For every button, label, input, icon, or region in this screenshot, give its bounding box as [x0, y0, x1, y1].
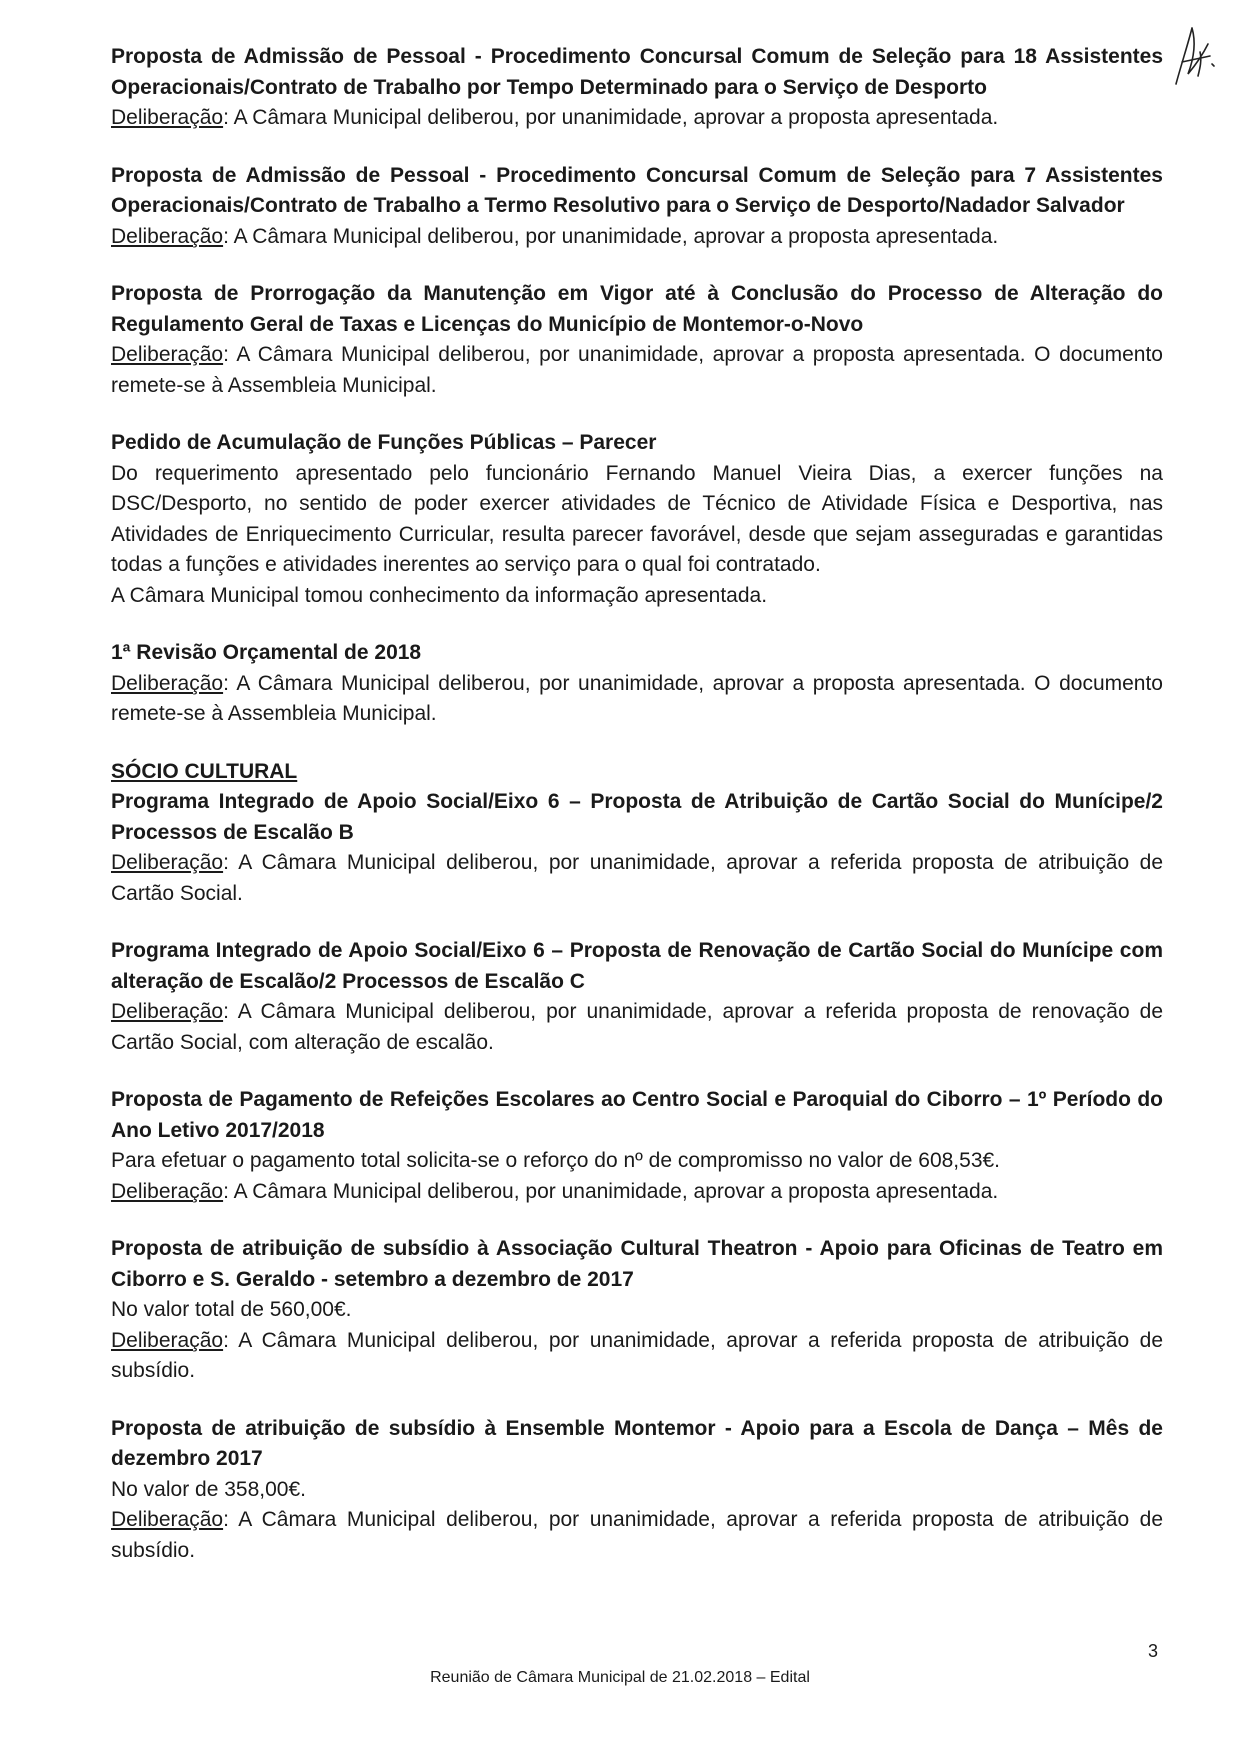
deliberation	[111, 222, 1163, 253]
deliberation-text: : A Câmara Municipal deliberou, por unanimidade, aprovar a proposta apresentada.	[223, 224, 999, 248]
item-body: No valor de 358,00€.	[111, 1477, 306, 1501]
document-body	[111, 42, 1163, 1593]
deliberation-text: : A Câmara Municipal deliberou, por unanimidade, aprovar a referida proposta de renovação de Cartão Social, com alteração de escalão.	[111, 1000, 1163, 1054]
item-title: Proposta de atribuição de subsídio à Associação Cultural Theatron - Apoio para Oficinas de Teatro em Ciborro e S. Geraldo - setembro a dezembro de 2017	[111, 1237, 1163, 1291]
deliberation	[111, 340, 1163, 401]
deliberation	[111, 1177, 1163, 1208]
deliberation-text: : A Câmara Municipal deliberou, por unanimidade, aprovar a proposta apresentada.	[223, 106, 999, 129]
deliberation-label: Deliberação	[111, 1179, 224, 1203]
deliberation-label: Deliberação	[111, 106, 224, 129]
deliberation-label: Deliberação	[111, 1000, 224, 1023]
agenda-item	[111, 757, 1163, 910]
item-title: Proposta de Pagamento de Refeições Escolares ao Centro Social e Paroquial do Ciborro – 1º Período do Ano Letivo 2017/2018	[111, 1088, 1163, 1142]
deliberation	[111, 848, 1163, 909]
deliberation-text: : A Câmara Municipal deliberou, por unanimidade, aprovar a proposta apresentada. O documento remete-se à Assembleia Municipal.	[111, 671, 1163, 725]
deliberation	[111, 997, 1163, 1058]
deliberation-label: Deliberação	[111, 671, 224, 695]
item-note: A Câmara Municipal tomou conhecimento da informação apresentada.	[111, 583, 768, 607]
agenda-item	[111, 1234, 1163, 1387]
deliberation-label: Deliberação	[111, 851, 224, 874]
deliberation	[111, 103, 1163, 134]
section-heading: SÓCIO CULTURAL	[111, 759, 298, 783]
agenda-item	[111, 1085, 1163, 1207]
deliberation-text: : A Câmara Municipal deliberou, por unanimidade, aprovar a referida proposta de atribuição de subsídio.	[111, 1328, 1163, 1382]
deliberation-text: : A Câmara Municipal deliberou, por unanimidade, aprovar a proposta apresentada. O documento remete-se à Assembleia Municipal.	[111, 343, 1163, 397]
item-title: 1ª Revisão Orçamental de 2018	[111, 641, 422, 664]
agenda-item	[111, 936, 1163, 1058]
item-body: Do requerimento apresentado pelo funcionário Fernando Manuel Vieira Dias, a exercer funções na DSC/Desporto, no sentido de poder exercer atividades de Técnico de Atividade Física e Desportiva, nas Atividades de Enriquecimento Curricular, resulta parecer favorável, desde que sejam asseguradas e garantidas todas a funções e atividades inerentes ao serviço para o qual foi contratado.	[111, 461, 1163, 576]
agenda-item	[111, 428, 1163, 611]
item-title: Proposta de atribuição de subsídio à Ensemble Montemor - Apoio para a Escola de Dança – Mês de dezembro 2017	[111, 1416, 1163, 1470]
agenda-item	[111, 1414, 1163, 1567]
deliberation	[111, 1505, 1163, 1566]
item-title: Proposta de Prorrogação da Manutenção em Vigor até à Conclusão do Processo de Alteração do Regulamento Geral de Taxas e Licenças do Município de Montemor-o-Novo	[111, 282, 1163, 336]
agenda-item	[111, 638, 1163, 730]
page-footer: Reunião de Câmara Municipal de 21.02.2018 – Edital	[430, 1669, 810, 1686]
item-title: Pedido de Acumulação de Funções Públicas – Parecer	[111, 431, 657, 454]
deliberation	[111, 1326, 1163, 1387]
agenda-item	[111, 42, 1163, 134]
deliberation-text: : A Câmara Municipal deliberou, por unanimidade, aprovar a proposta apresentada.	[223, 1179, 999, 1203]
item-title: Programa Integrado de Apoio Social/Eixo 6 – Proposta de Atribuição de Cartão Social do Munícipe/2 Processos de Escalão B	[111, 790, 1163, 844]
item-title: Programa Integrado de Apoio Social/Eixo 6 – Proposta de Renovação de Cartão Social do Munícipe com alteração de Escalão/2 Processos de Escalão C	[111, 939, 1163, 993]
item-body: Para efetuar o pagamento total solicita-se o reforço do nº de compromisso no valor de 608,53€.	[111, 1149, 1001, 1172]
page-number: 3	[1148, 1641, 1159, 1661]
item-title: Proposta de Admissão de Pessoal - Procedimento Concursal Comum de Seleção para 7 Assistentes Operacionais/Contrato de Trabalho a Termo Resolutivo para o Serviço de Desporto/Nadador Salvador	[111, 163, 1163, 217]
deliberation-label: Deliberação	[111, 1508, 224, 1531]
agenda-item	[111, 161, 1163, 253]
deliberation-text: : A Câmara Municipal deliberou, por unanimidade, aprovar a referida proposta de atribuição de Cartão Social.	[111, 851, 1163, 905]
agenda-item	[111, 279, 1163, 401]
deliberation-label: Deliberação	[111, 343, 224, 366]
deliberation-label: Deliberação	[111, 224, 224, 248]
deliberation-label: Deliberação	[111, 1328, 224, 1352]
item-title: Proposta de Admissão de Pessoal - Procedimento Concursal Comum de Seleção para 18 Assistentes Operacionais/Contrato de Trabalho por Tempo Determinado para o Serviço de Desporto	[111, 45, 1163, 99]
deliberation-text: : A Câmara Municipal deliberou, por unanimidade, aprovar a referida proposta de atribuição de subsídio.	[111, 1508, 1163, 1562]
item-body: No valor total de 560,00€.	[111, 1298, 352, 1321]
deliberation	[111, 669, 1163, 730]
signature-mark	[1170, 22, 1218, 92]
